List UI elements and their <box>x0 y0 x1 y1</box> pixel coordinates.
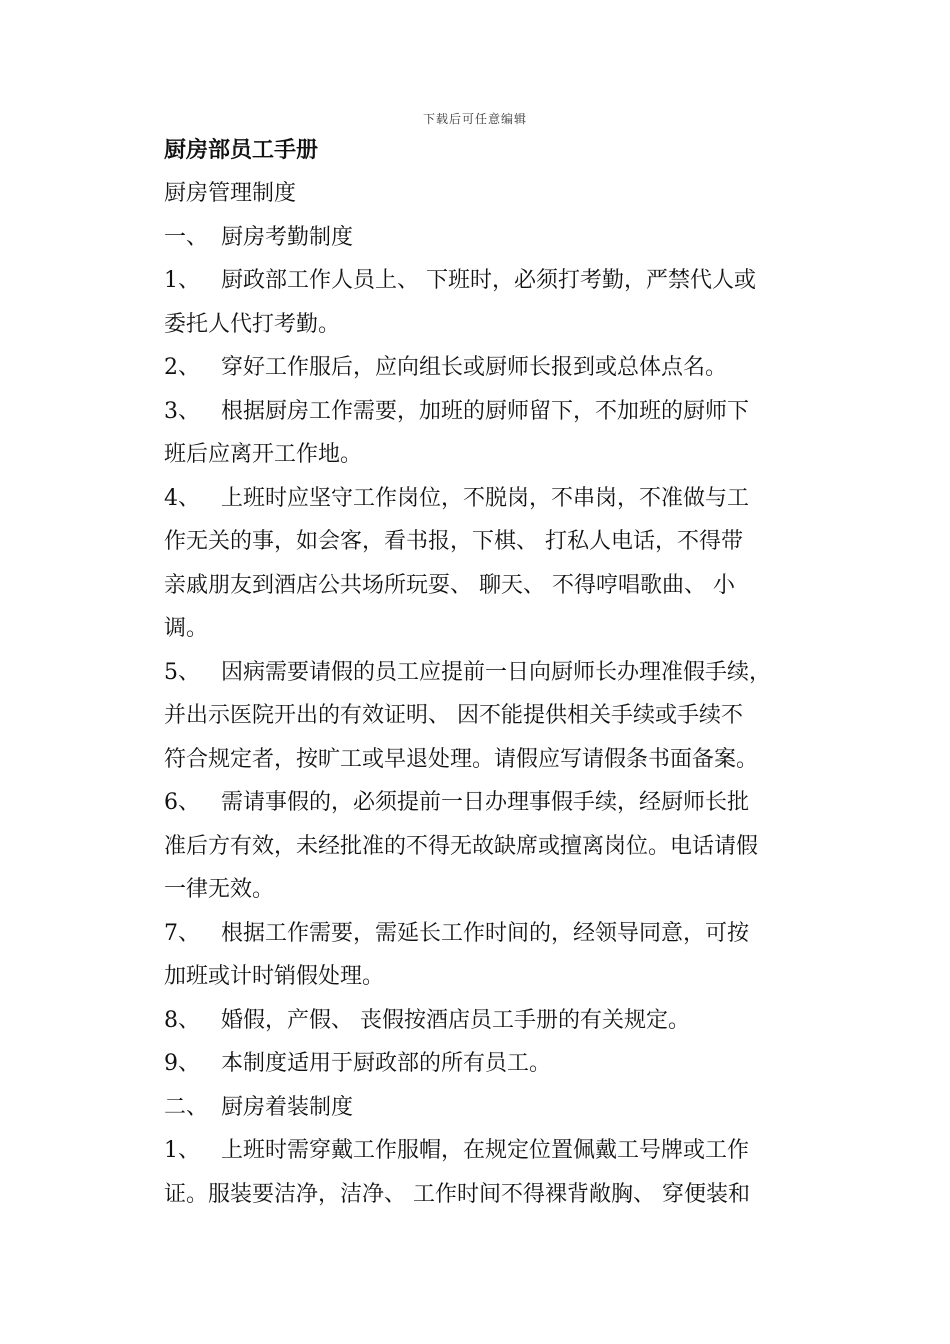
list-item-number: 7、 <box>164 920 200 946</box>
list-item <box>164 259 794 346</box>
list-item-number: 1、 <box>164 1138 200 1163</box>
list-item-continuation-line: 一律无效。 <box>164 877 275 902</box>
document-title: 厨房部员工手册 <box>164 137 319 163</box>
list-item-first-line <box>164 651 794 695</box>
list-item-first-line <box>164 477 794 521</box>
list-item-number: 4、 <box>164 485 200 511</box>
section-heading-text: 厨房着装制度 <box>221 1094 354 1120</box>
list-item-continuation-line: 符合规定者，按旷工或早退处理。请假应写请假条书面备案。 <box>164 746 759 772</box>
list-item <box>164 1042 794 1086</box>
list-item-first-line <box>164 390 794 434</box>
sections-container <box>164 216 794 1217</box>
list-item-first-line <box>164 999 794 1043</box>
document-subtitle: 厨房管理制度 <box>164 181 297 206</box>
section-heading <box>164 216 794 260</box>
document-body <box>164 128 794 1216</box>
list-item-number: 8、 <box>164 1007 200 1033</box>
list-item-first-line <box>164 346 794 390</box>
list-item-continuation-line: 委托人代打考勤。 <box>164 311 341 337</box>
list-item-text: 根据工作需要，需延长工作时间的，经领导同意，可按 <box>221 920 750 946</box>
list-item <box>164 912 794 999</box>
list-item-number: 1、 <box>164 268 200 293</box>
list-item-continuation-line: 调。 <box>164 616 209 641</box>
list-item <box>164 390 794 477</box>
list-item <box>164 781 794 912</box>
list-item-first-line <box>164 1042 794 1086</box>
list-item-continuation-line: 证。服装要洁净，洁净、 工作时间不得裸背敞胸、 穿便装和 <box>164 1181 750 1207</box>
list-item-text: 因病需要请假的员工应提前一日向厨师长办理准假手续， <box>221 659 772 685</box>
list-item-text: 厨政部工作人员上、 下班时，必须打考勤，严禁代人或 <box>221 268 756 293</box>
list-item-text: 穿好工作服后，应向组长或厨师长报到或总体点名。 <box>221 355 728 380</box>
section-heading-text: 厨房考勤制度 <box>221 224 354 250</box>
list-item <box>164 1129 794 1216</box>
header-note: 下载后可任意编辑 <box>422 112 527 126</box>
section-heading-number: 二、 <box>164 1094 209 1120</box>
section-heading <box>164 1086 794 1130</box>
section-heading-number: 一、 <box>164 224 209 250</box>
list-item-text: 上班时应坚守工作岗位，不脱岗，不串岗，不准做与工 <box>221 485 750 511</box>
list-item-continuation-line: 并出示医院开出的有效证明、 因不能提供相关手续或手续不 <box>164 703 743 728</box>
list-item-continuation-line: 班后应离开工作地。 <box>164 442 363 467</box>
list-item <box>164 477 794 651</box>
list-item-text: 根据厨房工作需要，加班的厨师留下，不加班的厨师下 <box>221 398 750 424</box>
list-item-number: 3、 <box>164 398 200 424</box>
list-item-first-line <box>164 259 794 303</box>
list-item-continuation-line: 作无关的事，如会客，看书报，下棋、 打私人电话，不得带 <box>164 529 743 554</box>
list-item-text: 需请事假的，必须提前一日办理事假手续，经厨师长批 <box>221 790 750 815</box>
list-item <box>164 651 794 782</box>
list-item-first-line <box>164 781 794 825</box>
list-item-text: 本制度适用于厨政部的所有员工。 <box>221 1051 552 1076</box>
list-item-text: 婚假，产假、 丧假按酒店员工手册的有关规定。 <box>221 1007 690 1033</box>
list-item-number: 9、 <box>164 1051 200 1076</box>
list-item-number: 2、 <box>164 355 200 380</box>
list-item-continuation-line: 亲戚朋友到酒店公共场所玩耍、 聊天、 不得哼唱歌曲、 小 <box>164 572 735 598</box>
list-item-first-line <box>164 1129 794 1173</box>
list-item-number: 5、 <box>164 659 200 685</box>
list-item-continuation-line: 加班或计时销假处理。 <box>164 964 385 989</box>
list-item-number: 6、 <box>164 790 200 815</box>
list-item-first-line <box>164 912 794 956</box>
list-item-text: 上班时需穿戴工作服帽，在规定位置佩戴工号牌或工作 <box>221 1138 750 1163</box>
list-item-continuation-line: 准后方有效，未经批准的不得无故缺席或擅离岗位。电话请假 <box>164 833 759 859</box>
list-item <box>164 346 794 390</box>
list-item <box>164 999 794 1043</box>
